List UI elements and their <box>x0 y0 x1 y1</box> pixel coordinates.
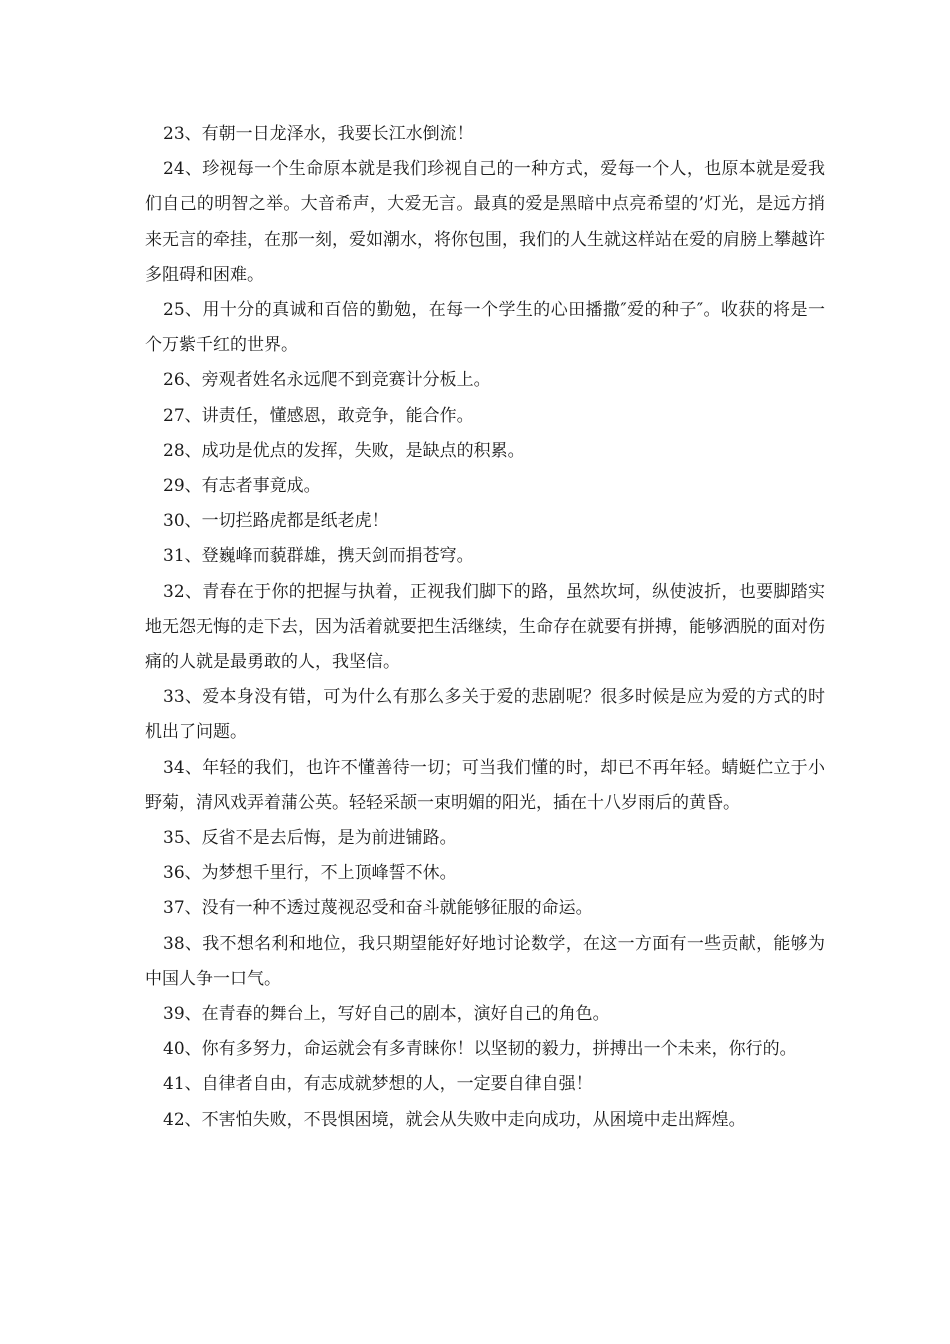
paragraph-35: 35、反省不是去后悔，是为前进铺路。 <box>163 828 457 849</box>
paragraph-29: 29、有志者事竟成。 <box>163 476 321 497</box>
paragraph-30: 30、一切拦路虎都是纸老虎！ <box>163 511 389 532</box>
paragraph-23: 23、有朝一日龙泽水，我要长江水倒流！ <box>163 124 474 144</box>
paragraph-32: 32、青春在于你的把握与执着，正视我们脚下的路，虽然坎坷，纵使波折，也要脚踏实地无怨无悔的走下去，因为活着就要把生活继续，生命存在就要有拼搏，能够洒脱的面对伤痛的人就是最勇敢的人，我坚信。 <box>145 581 825 673</box>
paragraph-42: 42、不害怕失败，不畏惧困境，就会从失败中走向成功，从困境中走出辉煌。 <box>163 1109 746 1130</box>
paragraph-37: 37、没有一种不透过蔑视忍受和奋斗就能够征服的命运。 <box>163 898 593 919</box>
paragraph-36: 36、为梦想千里行，不上顶峰誓不休。 <box>163 863 457 884</box>
paragraph-34: 34、年轻的我们，也许不懂善待一切；可当我们懂的时，却已不再年轻。蜻蜓伫立于小野菊，清风戏弄着蒲公英。轻轻采颉一束明媚的阳光，插在十八岁雨后的黄昏。 <box>145 757 825 813</box>
paragraph-28: 28、成功是优点的发挥，失败，是缺点的积累。 <box>163 440 525 461</box>
paragraph-38: 38、我不想名利和地位，我只期望能好好地讨论数学，在这一方面有一些贡献，能够为中国人争一口气。 <box>145 933 825 989</box>
document-body <box>145 117 825 1138</box>
paragraph-40: 40、你有多努力，命运就会有多青睐你！以坚韧的毅力，拼搏出一个未来，你行的。 <box>163 1039 797 1060</box>
paragraph-27: 27、讲责任，懂感恩，敢竞争，能合作。 <box>163 405 474 426</box>
paragraph-25: 25、用十分的真诚和百倍的勤勉，在每一个学生的心田播撒″爱的种子″。收获的将是一个万紫千红的世界。 <box>145 300 825 356</box>
paragraph-39: 39、在青春的舞台上，写好自己的剧本，演好自己的角色。 <box>163 1004 610 1025</box>
paragraph-41: 41、自律者自由，有志成就梦想的人，一定要自律自强！ <box>163 1074 593 1095</box>
paragraph-31: 31、登巍峰而藐群雄，携天剑而捐苍穹。 <box>163 546 474 567</box>
paragraph-26: 26、旁观者姓名永远爬不到竞赛计分板上。 <box>163 370 491 391</box>
paragraph-24: 24、珍视每一个生命原本就是我们珍视自己的一种方式，爱每一个人，也原本就是爱我们自己的明智之举。大音希声，大爱无言。最真的爱是黑暗中点亮希望的’灯光，是远方捎来无言的牵挂，在那一刻，爱如潮水，将你包围，我们的人生就这样站在爱的肩膀上攀越许多阻碍和困难。 <box>145 159 825 285</box>
paragraph-33: 33、爱本身没有错，可为什么有那么多关于爱的悲剧呢？很多时候是应为爱的方式的时机出了问题。 <box>145 687 825 743</box>
